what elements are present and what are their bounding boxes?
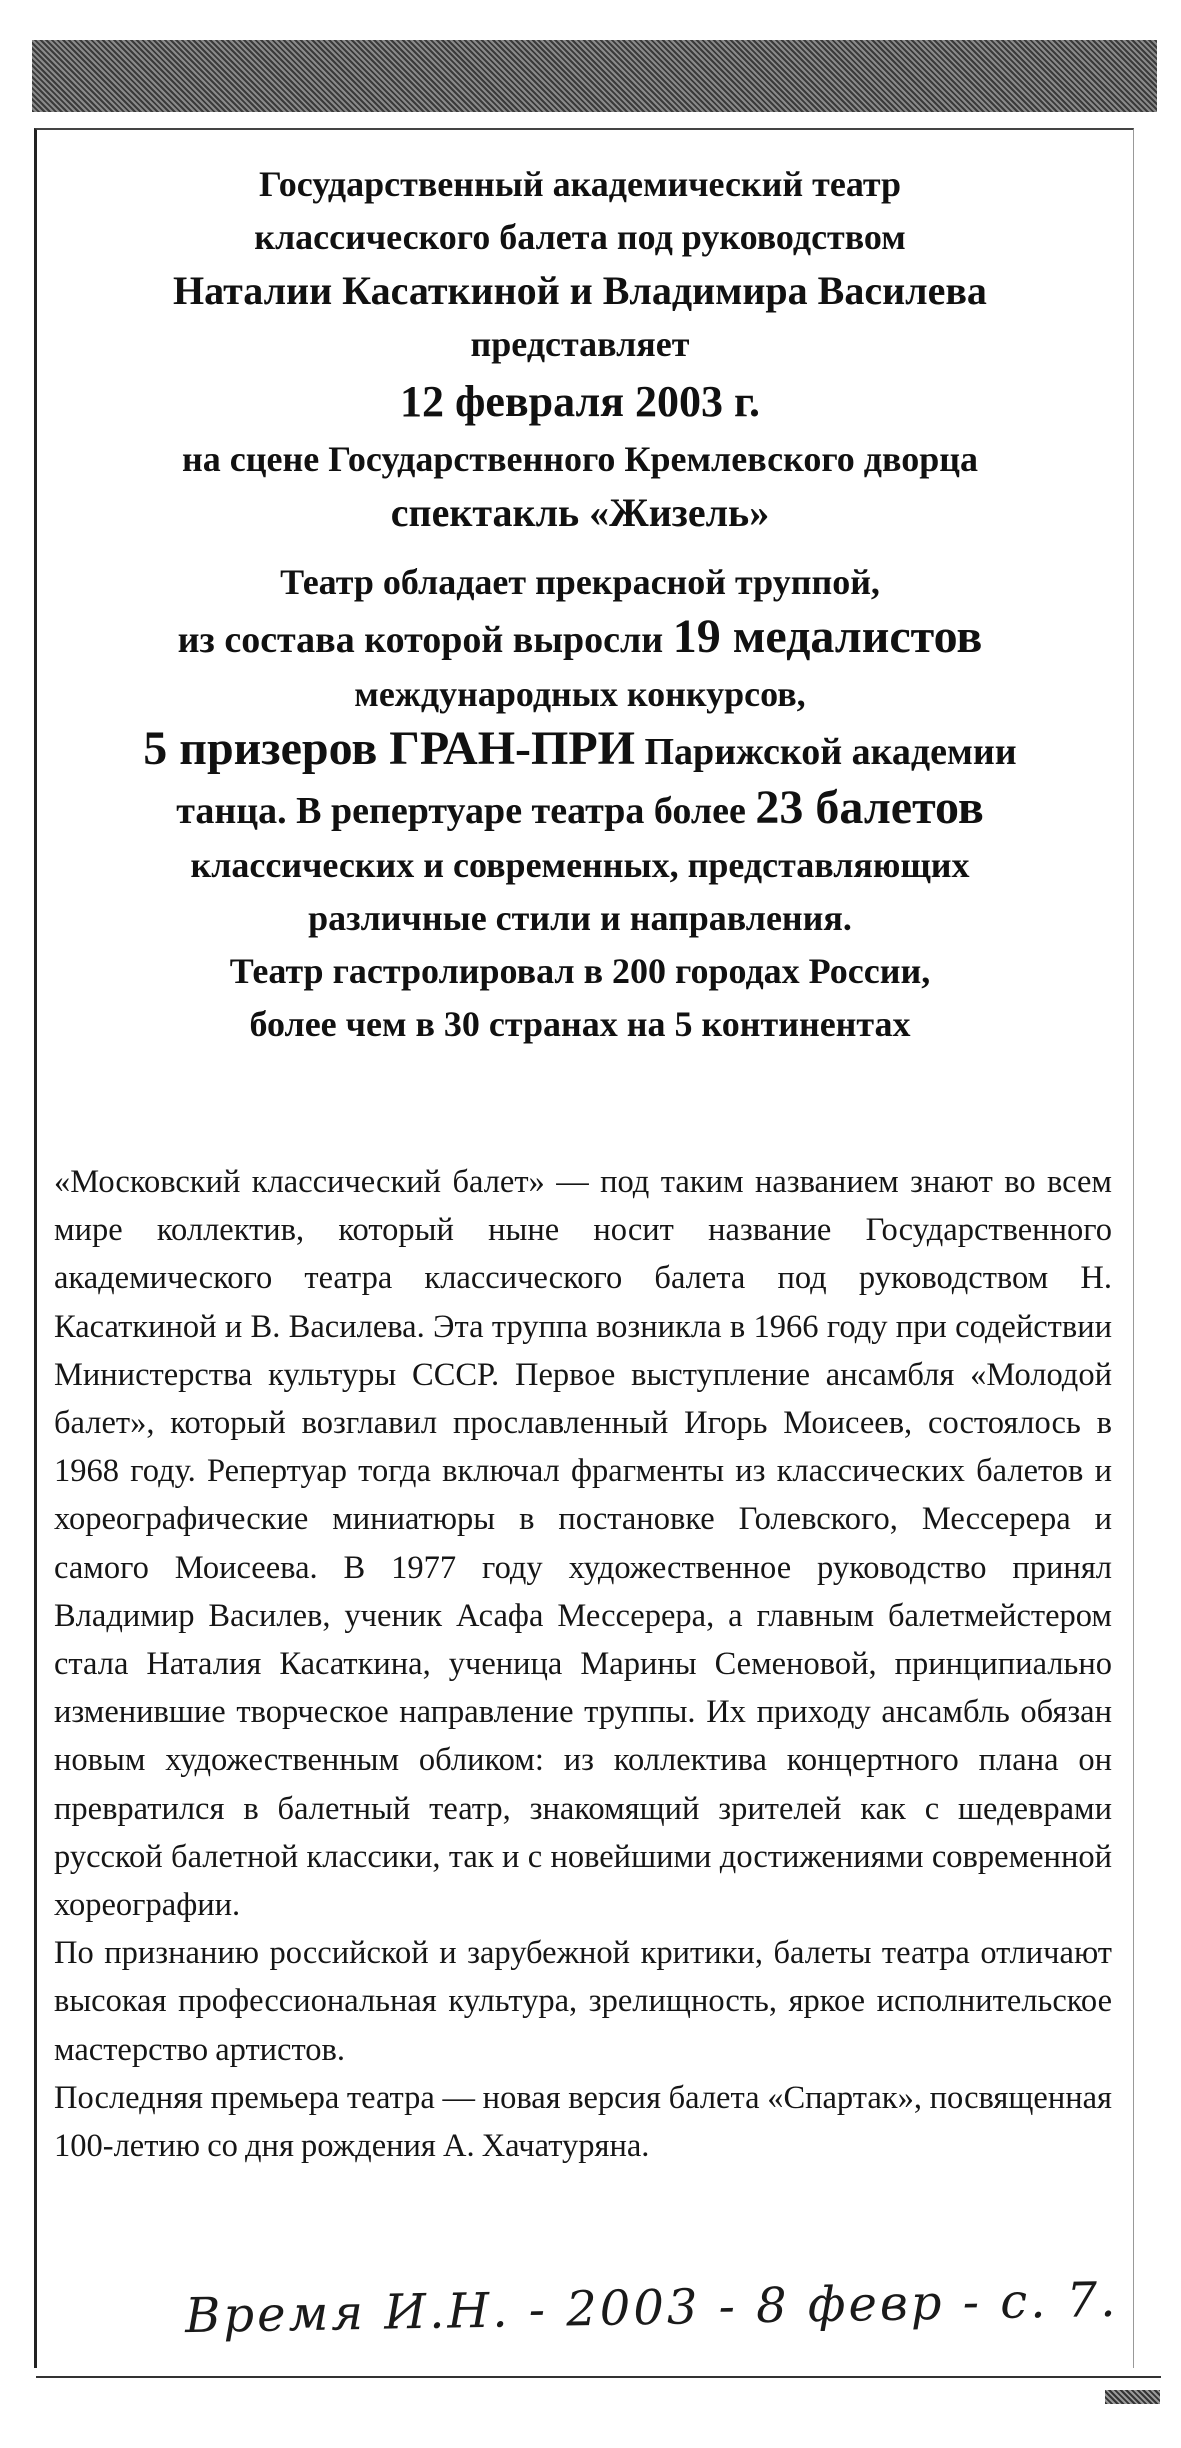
article-body bbox=[54, 1158, 1112, 2170]
highlight-line-5-text: танца. В репертуаре театра более bbox=[176, 790, 756, 832]
grand-prix-count: 5 призеров ГРАН-ПРИ bbox=[143, 722, 635, 775]
heading-line-3: Наталии Касаткиной и Владимира Василева bbox=[173, 268, 987, 313]
announcement-heading bbox=[60, 158, 1100, 1051]
bottom-rule bbox=[36, 2376, 1161, 2378]
heading-line-2: классического балета под руководством bbox=[254, 217, 906, 257]
highlight-line-7: различные стили и направления. bbox=[308, 898, 852, 938]
highlight-line-9: более чем в 30 странах на 5 континентах bbox=[249, 1004, 911, 1044]
body-paragraph-3: Последняя премьера театра — новая версия балета «Спартак», посвященная 100-летию со дня рождения А. Хачатуряна. bbox=[54, 2079, 1112, 2165]
highlight-line-4-text: Парижской академии bbox=[635, 731, 1017, 773]
highlight-line-8: Театр гастролировал в 200 городах России, bbox=[229, 951, 931, 991]
highlight-line-6: классических и современных, представляющих bbox=[190, 845, 970, 885]
body-paragraph-2: По признанию российской и зарубежной критики, балеты театра отличают высокая профессиональная культура, зрелищность, яркое исполнительское мастерство артистов. bbox=[54, 1935, 1112, 2068]
heading-venue: на сцене Государственного Кремлевского дворца bbox=[182, 439, 978, 479]
highlight-line-2 bbox=[60, 609, 1100, 668]
highlight-line-3: международных конкурсов, bbox=[354, 674, 806, 714]
medalists-count: 19 медалистов bbox=[672, 610, 983, 663]
highlight-line-2-text: из состава которой выросли bbox=[177, 619, 673, 661]
highlight-line-1: Театр обладает прекрасной труппой, bbox=[280, 562, 880, 602]
heading-line-4: представляет bbox=[470, 324, 690, 364]
header-shaded-band bbox=[32, 40, 1157, 112]
heading-performance: спектакль «Жизель» bbox=[390, 490, 770, 535]
heading-line-1: Государственный академический театр bbox=[258, 164, 902, 204]
heading-date: 12 февраля 2003 г. bbox=[399, 377, 761, 426]
handwritten-source-note: Время И.Н. - 2003 - 8 февр - с. 7. bbox=[184, 2271, 1119, 2345]
highlight-line-5 bbox=[60, 780, 1100, 839]
ballets-count: 23 балетов bbox=[755, 781, 984, 834]
bottom-corner-mark bbox=[1105, 2390, 1160, 2404]
highlight-line-4 bbox=[60, 721, 1100, 780]
body-paragraph-1: «Московский классический балет» — под таким названием знают во всем мире коллектив, который ныне носит название Государственного академического театра классического балета под руководством Н. Касаткиной и В. Василева. Эта труппа возникла в 1966 году при содействии Министерства культуры СССР. Первое выступление ансамбля «Молодой балет», который возглавил прославленный Игорь Моисеев, состоялось в 1968 году. Репертуар тогда включал фрагменты из классических балетов и хореографические миниатюры в постановке Голевского, Мессерера и самого Моисеева. В 1977 году художественное руководство принял Владимир Василев, ученик Асафа Мессерера, а главным балетмейстером стала Наталия Касаткина, ученица Марины Семеновой, принципиально изменившие творческое направление труппы. Их приходу ансамбль обязан новым художественным обликом: из коллектива концертного плана он превратился в балетный театр, знакомящий зрителей как с шедеврами русской балетной классики, так и с новейшими достижениями современной хореографии. bbox=[54, 1164, 1112, 1924]
